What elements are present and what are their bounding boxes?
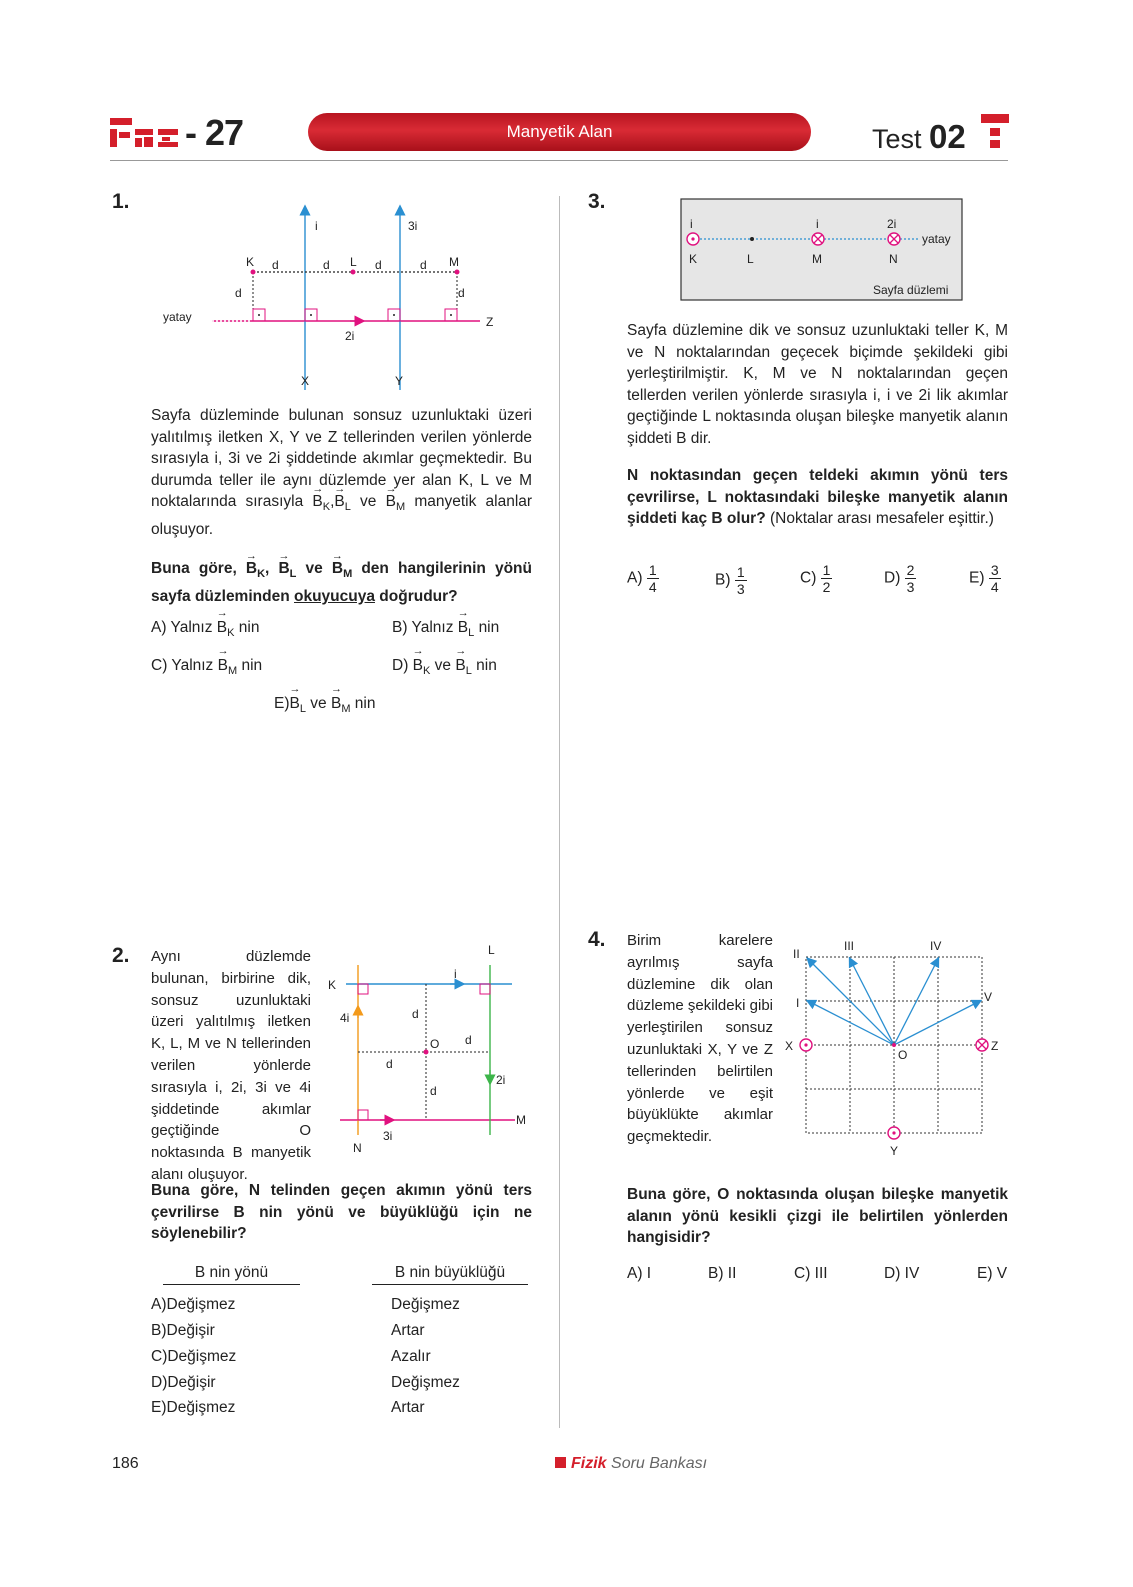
q1-question: Buna göre, → $B_K$, → $B_L$ ve → $B_M$ den hangilerinin yönü sayfa düzleminden okuyucuya doğrudur? <box>151 558 532 607</box>
q1-question-underlined: okuyucuya <box>294 587 375 605</box>
q3-option-b[interactable] <box>715 564 747 597</box>
q2-option-b-dir: Değişir <box>166 1322 215 1339</box>
q1-option-a[interactable]: A) Yalnız → $B_K$ nin <box>151 619 259 639</box>
q3-option-a-den: 4 <box>648 579 657 595</box>
q3-option-a-letter: A) <box>627 569 643 587</box>
q1-question-a: Buna göre, <box>151 560 237 577</box>
q1-option-c[interactable]: C) Yalnız → $B_M$ nin <box>151 657 262 677</box>
page-number: 186 <box>112 1455 139 1472</box>
q1-label-d6: d <box>458 286 465 300</box>
q2-option-b-letter: B) <box>151 1322 167 1339</box>
q1-option-d-label: D) <box>392 657 409 674</box>
q2-option-e[interactable] <box>151 1399 531 1417</box>
q1-label-d3: d <box>375 258 382 272</box>
q2-figure <box>320 940 535 1160</box>
q3-label-plane: Sayfa düzlemi <box>873 283 949 297</box>
footer-book-title <box>555 1455 707 1473</box>
q1-option-b-nin: nin <box>478 619 500 636</box>
faz-logo <box>110 115 182 151</box>
q2-label-2i: 2i <box>496 1073 506 1087</box>
test-number: 02 <box>929 118 966 155</box>
q3-figure <box>680 198 964 302</box>
q3-option-a[interactable] <box>627 562 659 595</box>
q3-option-d-den: 3 <box>906 579 915 595</box>
q3-option-d-num: 2 <box>906 562 915 578</box>
q2-number: 2. <box>112 944 130 967</box>
q2-option-c[interactable] <box>151 1348 531 1366</box>
q1-option-d-ve: ve <box>434 657 452 674</box>
q2-option-a-letter: A) <box>151 1296 167 1313</box>
q1-text: Sayfa düzleminde bulunan sonsuz uzunluktaki üzeri yalıtılmış iletken X, Y ve Z tellerinden verilen yönlerde sırasıyla i, 3i ve 2i şiddetinde akımlar geçmektedir. Bu durumda teller ile aynı düzlemde yer alan K, L ve M noktalarında sırasıyla → $B_K,\to B_L$ ve → $B_M$ manyetik alanlar oluşuyor. <box>151 405 532 540</box>
q4-label-X: X <box>785 1039 794 1053</box>
q1-ve-2: ve <box>305 560 323 577</box>
q4-option-c[interactable]: C) III <box>794 1265 828 1282</box>
q1-figure <box>155 200 515 395</box>
q3-label-i1: i <box>690 217 693 231</box>
q2-option-a-dir: Değişmez <box>166 1296 236 1313</box>
q3-label-2i: 2i <box>887 217 897 231</box>
q1-option-b[interactable]: B) Yalnız → $B_L$ nin <box>392 619 499 639</box>
header <box>0 0 1133 170</box>
q2-option-d-mag: Değişmez <box>391 1374 460 1391</box>
q1-label-d4: d <box>420 258 427 272</box>
q3-question-note: (Noktalar arası mesafeler eşittir.) <box>769 510 994 527</box>
q2-option-b[interactable] <box>151 1322 531 1340</box>
q3-question <box>627 465 1008 530</box>
q1-ve-1: ve <box>360 493 377 510</box>
q3-option-b-num: 1 <box>736 564 745 580</box>
q3-question-bold: N noktasından geçen teldeki akımın yönü ters çevrilirse, L noktasındaki bileşke manyetik alanın şiddeti kaç B olur? <box>627 467 1008 527</box>
q1-option-b-label: B) Yalnız <box>392 619 454 636</box>
q1-number: 1. <box>112 190 130 213</box>
q4-label-Z: Z <box>991 1039 999 1053</box>
q2-option-d-letter: D) <box>151 1374 168 1391</box>
q3-option-c-den: 2 <box>822 579 831 595</box>
column-divider <box>559 196 560 1428</box>
q1-label-X: X <box>301 374 310 388</box>
q2-label-d1: d <box>412 1007 419 1021</box>
test-word: Test <box>872 124 922 154</box>
q2-option-d-dir: Değişir <box>167 1374 216 1391</box>
q2-option-d[interactable] <box>151 1374 531 1392</box>
q3-option-c-letter: C) <box>800 569 817 587</box>
q3-label-N: N <box>889 252 898 266</box>
q2-option-c-letter: C) <box>151 1348 168 1365</box>
q2-label-N: N <box>353 1141 362 1155</box>
q2-label-d4: d <box>430 1084 437 1098</box>
q2-label-O: O <box>430 1037 440 1051</box>
q1-option-e-nin: nin <box>354 695 376 712</box>
q1-label-M: M <box>449 255 459 269</box>
q1-label-3i: 3i <box>408 219 418 233</box>
q3-option-c-num: 1 <box>822 562 831 578</box>
q1-label-yatay: yatay <box>163 310 192 324</box>
q3-label-yatay: yatay <box>922 232 951 246</box>
q4-option-e[interactable]: E) V <box>977 1265 1008 1282</box>
q2-option-a[interactable] <box>151 1296 531 1314</box>
q2-option-e-letter: E) <box>151 1399 167 1416</box>
q4-label-O: O <box>898 1048 908 1062</box>
q2-option-e-mag: Artar <box>391 1399 425 1416</box>
q1-option-d-nin: nin <box>476 657 497 674</box>
q3-label-M: M <box>812 252 822 266</box>
q4-option-d[interactable]: D) IV <box>884 1265 920 1282</box>
q3-label-L: L <box>747 252 754 266</box>
q2-option-e-dir: Değişmez <box>166 1399 236 1416</box>
q2-label-K: K <box>328 978 337 992</box>
q2-col2-header-text: B nin büyüklüğü <box>394 1264 506 1281</box>
q2-option-c-dir: Değişmez <box>167 1348 237 1365</box>
q4-label-II: II <box>793 947 800 961</box>
test-label <box>872 118 966 156</box>
q2-col2-header <box>372 1264 528 1285</box>
q2-col1-header-text: B nin yönü <box>194 1264 269 1281</box>
q4-figure <box>780 935 1010 1160</box>
q1-option-c-nin: nin <box>241 657 263 674</box>
q2-text: Aynı düzlemde bulunan, birbirine dik, sonsuz uzunluktaki üzeri yalıtılmış iletken K, L, M ve N tellerinden verilen yönlerde sırasıyla i, 2i, 3i ve 4i şiddetinde akımlar geçtiğinde O noktasında B manyetik alanı oluşuyor. <box>151 948 311 1183</box>
q1-label-d1: d <box>272 258 279 272</box>
q1-option-a-nin: nin <box>238 619 260 636</box>
q4-label-Y: Y <box>890 1144 899 1158</box>
q3-option-b-letter: B) <box>715 571 731 589</box>
q3-option-d[interactable] <box>884 562 916 595</box>
q2-label-M: M <box>516 1113 526 1127</box>
q1-label-L: L <box>350 255 357 269</box>
q1-label-i: i <box>315 219 318 233</box>
q1-label-Z: Z <box>486 315 494 329</box>
q1-question-c: doğrudur? <box>379 587 458 605</box>
faz-number: - 27 <box>185 112 244 153</box>
q3-label-K: K <box>689 252 698 266</box>
q4-option-a[interactable]: A) I <box>627 1265 652 1282</box>
q1-label-K: K <box>246 255 255 269</box>
q2-label-d2: d <box>465 1033 472 1047</box>
q1-question-b: den hangilerinin yönü sayfa düzleminden <box>151 560 532 605</box>
q4-label-III: III <box>844 939 855 953</box>
q1-label-d2: d <box>323 258 330 272</box>
q3-option-e-den: 4 <box>990 579 999 595</box>
q1-option-d[interactable]: $D) \to B_K$ ve → $B_L$ nin <box>392 657 497 677</box>
q2-option-a-mag: Değişmez <box>391 1296 460 1313</box>
t-logo-icon <box>981 112 1009 152</box>
q1-text-part1: Sayfa düzleminde bulunan sonsuz uzunluktaki üzeri yalıtılmış iletken X, Y ve Z tellerinden verilen yönlerde sırasıyla i, 3i ve 2i şiddetinde akımlar geçmektedir. Bu durumda teller ile aynı düzlemde yer alan K, L ve M noktalarında sırasıyla <box>151 407 532 510</box>
q3-text: Sayfa düzlemine dik ve sonsuz uzunluktaki teller K, M ve N noktalarından geçecek biçimde şekildeki gibi yerleştirilmiştir. K, M ve N noktalarından geçen tellerden verilen yönlerde sırasıyla i, i ve 2i lik akımlar geçtiğinde L noktasında oluşan bileşke manyetik alanın şiddeti B dir. <box>627 322 1008 447</box>
q4-question: Buna göre, O noktasında oluşan bileşke manyetik alanın yönü kesikli çizgi ile belirtilen yönlerden hangisidir? <box>627 1186 1008 1246</box>
q2-question: Buna göre, N telinden geçen akımın yönü ters çevrilirse B nin yönü ve büyüklüğü için ne söylenebilir? <box>151 1182 532 1242</box>
q2-label-3i: 3i <box>383 1129 393 1143</box>
q3-option-b-den: 3 <box>736 581 745 597</box>
q3-option-a-num: 1 <box>648 562 657 578</box>
topic-banner <box>308 113 811 151</box>
q1-option-c-label: C) Yalnız <box>151 657 214 674</box>
q3-option-d-letter: D) <box>884 569 901 587</box>
header-rule <box>110 160 1008 161</box>
footer-book-bold: Fizik <box>571 1455 607 1472</box>
q2-option-b-mag: Artar <box>391 1322 425 1339</box>
q3-number: 3. <box>588 190 606 213</box>
q3-label-i2: i <box>816 217 819 231</box>
q3-option-e-letter: E) <box>969 569 985 587</box>
q1-option-a-label: A) Yalnız <box>151 619 213 636</box>
q2-label-L: L <box>488 943 495 957</box>
q2-label-i: i <box>454 967 457 981</box>
q2-label-d3: d <box>386 1057 393 1071</box>
q1-label-2i: 2i <box>345 329 355 343</box>
q1-option-e-label: E) <box>274 695 290 712</box>
q3-option-e[interactable] <box>969 562 1001 595</box>
q4-number: 4. <box>588 928 606 951</box>
q2-col1-header <box>163 1264 300 1285</box>
topic-title: Manyetik Alan <box>506 122 613 141</box>
q4-label-I: I <box>796 996 800 1010</box>
q4-option-b[interactable]: B) II <box>708 1265 737 1282</box>
q1-text-part2: manyetik alanlar oluşuyor. <box>151 493 533 538</box>
footer-square-icon <box>555 1457 566 1468</box>
q1-option-e-ve: ve <box>310 695 327 712</box>
q1-label-Y: Y <box>395 374 404 388</box>
q1-option-e[interactable]: $E)\to B_L$ ve → $B_M$ nin <box>274 695 375 715</box>
q4-text: Birim karelere ayrılmış sayfa düzlemine dik olan düzleme şekildeki gibi yerleştirilen sonsuz uzunluktaki X, Y ve Z tellerinden belirtilen yönlerde ve eşit büyüklükte akımlar geçmektedir. <box>627 932 773 1146</box>
footer-book-rest: Soru Bankası <box>611 1455 708 1472</box>
q3-option-e-num: 3 <box>990 562 999 578</box>
q1-label-d5: d <box>235 286 242 300</box>
q4-label-V: V <box>984 990 993 1004</box>
q4-label-IV: IV <box>930 939 942 953</box>
q3-option-c[interactable] <box>800 562 832 595</box>
q2-label-4i: 4i <box>340 1011 350 1025</box>
q2-option-c-mag: Azalır <box>391 1348 431 1365</box>
